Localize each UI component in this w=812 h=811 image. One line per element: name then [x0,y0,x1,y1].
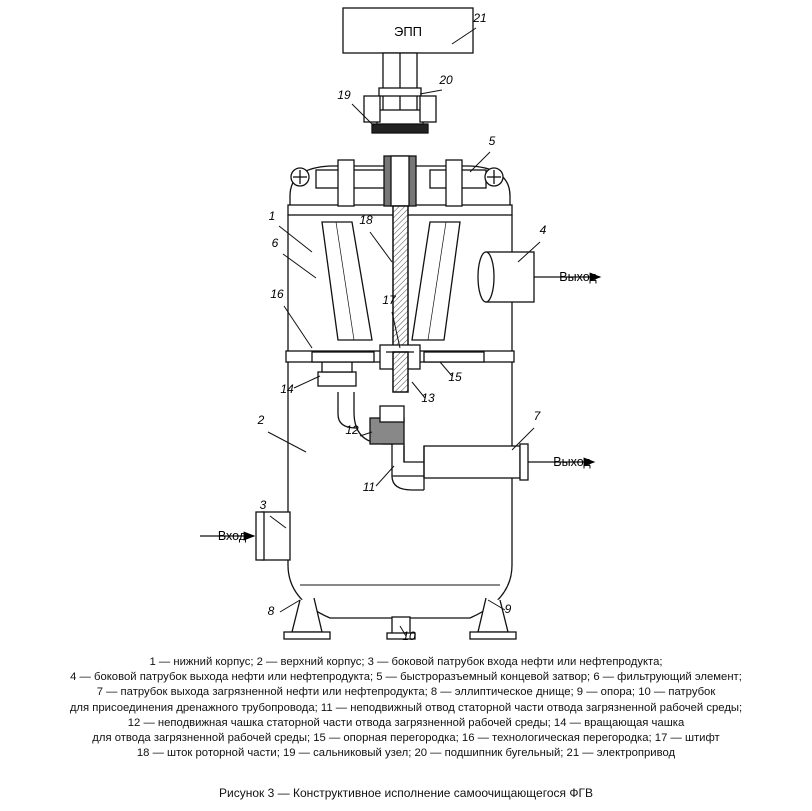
outlet-top-label: Выход [559,270,597,284]
outlet-bottom-label: Выход [553,455,591,469]
callout-20: 20 [439,73,453,87]
callout-21: 21 [473,11,487,25]
callout-16: 16 [270,287,284,301]
callout-10: 10 [402,629,416,643]
callout-8: 8 [267,604,275,618]
stator-outlet-pipe [338,392,424,490]
callout-5: 5 [488,134,496,148]
callout-4: 4 [539,223,547,237]
figure-caption: Рисунок 3 — Конструктивное исполнение самоочищающегося ФГВ [219,786,593,800]
callout-12: 12 [345,423,359,437]
legend-line: 18 — шток роторной части; 19 — сальниковый узел; 20 — подшипник бугельный; 21 — электропривод [136,747,676,760]
legend-line: для присоединения дренажного трубопровода; 11 — неподвижный отвод статорной части отвода загрязненной рабочей среды; [69,701,743,714]
filter-elements [322,222,460,340]
callout-2: 2 [257,413,265,427]
callout-11: 11 [362,480,376,494]
legend-line: для отвода загрязненной рабочей среды; 15 — опорная перегородка; 16 — технологическая перегородка; 17 — штифт [92,732,720,745]
callout-6: 6 [271,236,279,250]
callout-3: 3 [259,498,267,512]
callout-15: 15 [448,370,462,384]
rotating-cup [318,362,356,386]
callout-17: 17 [382,293,396,307]
callout-18: 18 [359,213,373,227]
legend-line: 7 — патрубок выхода загрязненной нефти или нефтепродукта; 8 — эллиптическое днище; 9 — опора; 10 — патрубок [96,686,716,699]
callout-7: 7 [533,409,541,423]
callout-13: 13 [421,391,435,405]
callout-9: 9 [504,602,512,616]
legend-line: 12 — неподвижная чашка статорной части отвода загрязненной рабочей среды; 14 — вращающая чашка [127,716,685,729]
legend-block [0,655,812,761]
callout-14: 14 [280,382,294,396]
callout-19: 19 [337,88,351,102]
legend-line: 4 — боковой патрубок выхода нефти или нефтепродукта; 5 — быстроразъемный концевой затвор; 6 — фильтрующий элемент; [70,671,742,684]
inlet-label: Вход [217,529,247,543]
rotor-shaft [393,206,408,352]
drive-box-label: ЭПП [393,24,423,39]
legend-line: 1 — нижний корпус; 2 — верхний корпус; 3 — боковой патрубок входа нефти или нефтепродукта; [149,656,663,668]
callout-1: 1 [268,209,276,223]
